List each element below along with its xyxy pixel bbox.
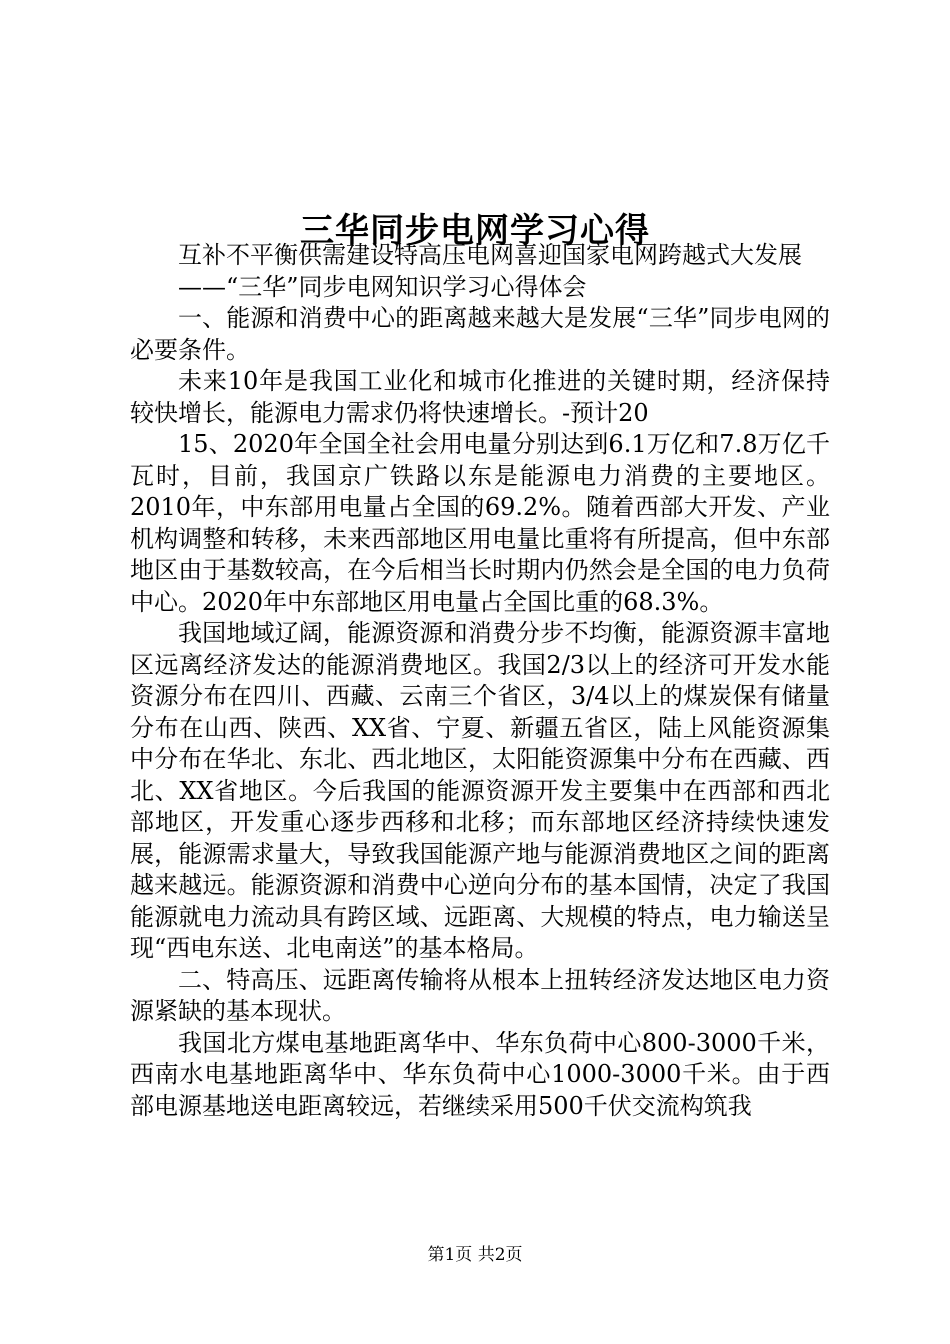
paragraph-body: 未来10年是我国工业化和城市化推进的关键时期，经济保持较快增长，能源电力需求仍将快速增长。-预计20: [130, 367, 830, 427]
paragraph-body: 15、2020年全国全社会用电量分别达到6.1万亿和7.8万亿千瓦时，目前，我国京广铁路以东是能源电力消费的主要地区。2010年，中东部用电量占全国的69.2%。随着西部大开发、产业机构调整和转移，未来西部地区用电量比重将有所提高，但中东部地区由于基数较高，在今后相当长时期内仍然会是全国的电力负荷中心。2020年中东部地区用电量占全国比重的68.3%。: [130, 430, 830, 616]
paragraph-subtitle: 互补不平衡供需建设特高压电网喜迎国家电网跨越式大发展: [178, 241, 802, 269]
page-footer: 第1页 共2页: [427, 1245, 523, 1265]
paragraph-section-2-heading: 二、特高压、远距离传输将从根本上扭转经济发达地区电力资源紧缺的基本现状。: [130, 965, 830, 1025]
document-title: 三华同步电网学习心得: [300, 210, 650, 251]
paragraph-body: 我国北方煤电基地距离华中、华东负荷中心800-3000千米，西南水电基地距离华中、华东负荷中心1000-3000千米。由于西部电源基地送电距离较远，若继续采用500千伏交流构筑我: [130, 1028, 830, 1120]
paragraph-body: 我国地域辽阔，能源资源和消费分步不均衡，能源资源丰富地区远离经济发达的能源消费地区。我国2/3以上的经济可开发水能资源分布在四川、西藏、云南三个省区，3/4以上的煤炭保有储量分布在山西、陕西、XX省、宁夏、新疆五省区，陆上风能资源集中分布在华北、东北、西北地区，太阳能资源集中分布在西藏、西北、XX省地区。今后我国的能源资源开发主要集中在西部和西北部地区，开发重心逐步西移和北移；而东部地区经济持续快速发展，能源需求量大，导致我国能源产地与能源消费地区之间的距离越来越远。能源资源和消费中心逆向分布的基本国情，决定了我国能源就电力流动具有跨区域、远距离、大规模的特点，电力输送呈现“西电东送、北电南送”的基本格局。: [130, 619, 830, 962]
document-body: [130, 240, 830, 1122]
paragraph-subheading: ——“三华”同步电网知识学习心得体会: [178, 272, 587, 301]
paragraph-section-1-heading: 一、能源和消费中心的距离越来越大是发展“三华”同步电网的必要条件。: [130, 304, 830, 364]
